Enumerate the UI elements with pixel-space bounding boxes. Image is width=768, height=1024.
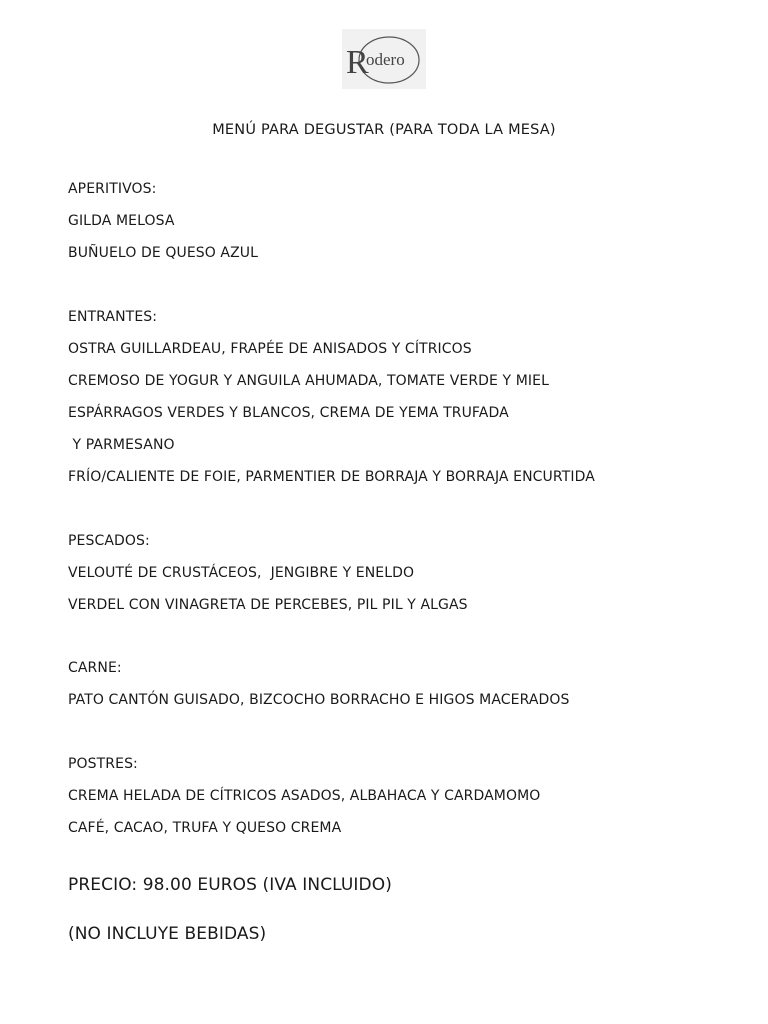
menu-item: PATO CANTÓN GUISADO, BIZCOCHO BORRACHO E HIGOS MACERADOS: [68, 692, 570, 708]
restaurant-logo: [342, 29, 426, 89]
menu-title: MENÚ PARA DEGUSTAR (PARA TODA LA MESA): [212, 122, 556, 138]
menu-item: VELOUTÉ DE CRUSTÁCEOS, JENGIBRE Y ENELDO: [68, 565, 415, 581]
menu-item: GILDA MELOSA: [68, 213, 175, 229]
menu-item: VERDEL CON VINAGRETA DE PERCEBES, PIL PIL Y ALGAS: [68, 597, 468, 613]
menu-item: CAFÉ, CACAO, TRUFA Y QUESO CREMA: [68, 820, 342, 836]
drinks-note: (NO INCLUYE BEBIDAS): [68, 924, 267, 944]
price-line: PRECIO: 98.00 EUROS (IVA INCLUIDO): [68, 875, 392, 895]
section-heading-postres: POSTRES:: [68, 756, 138, 772]
menu-item: ESPÁRRAGOS VERDES Y BLANCOS, CREMA DE YEMA TRUFADA: [68, 405, 509, 421]
section-heading-aperitivos: APERITIVOS:: [68, 181, 157, 197]
menu-item: BUÑUELO DE QUESO AZUL: [68, 245, 259, 261]
menu-item: FRÍO/CALIENTE DE FOIE, PARMENTIER DE BORRAJA Y BORRAJA ENCURTIDA: [68, 469, 595, 485]
menu-item: OSTRA GUILLARDEAU, FRAPÉE DE ANISADOS Y CÍTRICOS: [68, 341, 472, 357]
section-heading-entrantes: ENTRANTES:: [68, 309, 158, 325]
menu-item: CREMA HELADA DE CÍTRICOS ASADOS, ALBAHACA Y CARDAMOMO: [68, 788, 541, 804]
menu-item-continuation: Y PARMESANO: [68, 437, 175, 453]
svg-text:R: R: [346, 44, 369, 81]
section-heading-pescados: PESCADOS:: [68, 533, 150, 549]
section-heading-carne: CARNE:: [68, 660, 122, 676]
logo-text: odero: [366, 50, 405, 69]
menu-item: CREMOSO DE YOGUR Y ANGUILA AHUMADA, TOMATE VERDE Y MIEL: [68, 373, 549, 389]
